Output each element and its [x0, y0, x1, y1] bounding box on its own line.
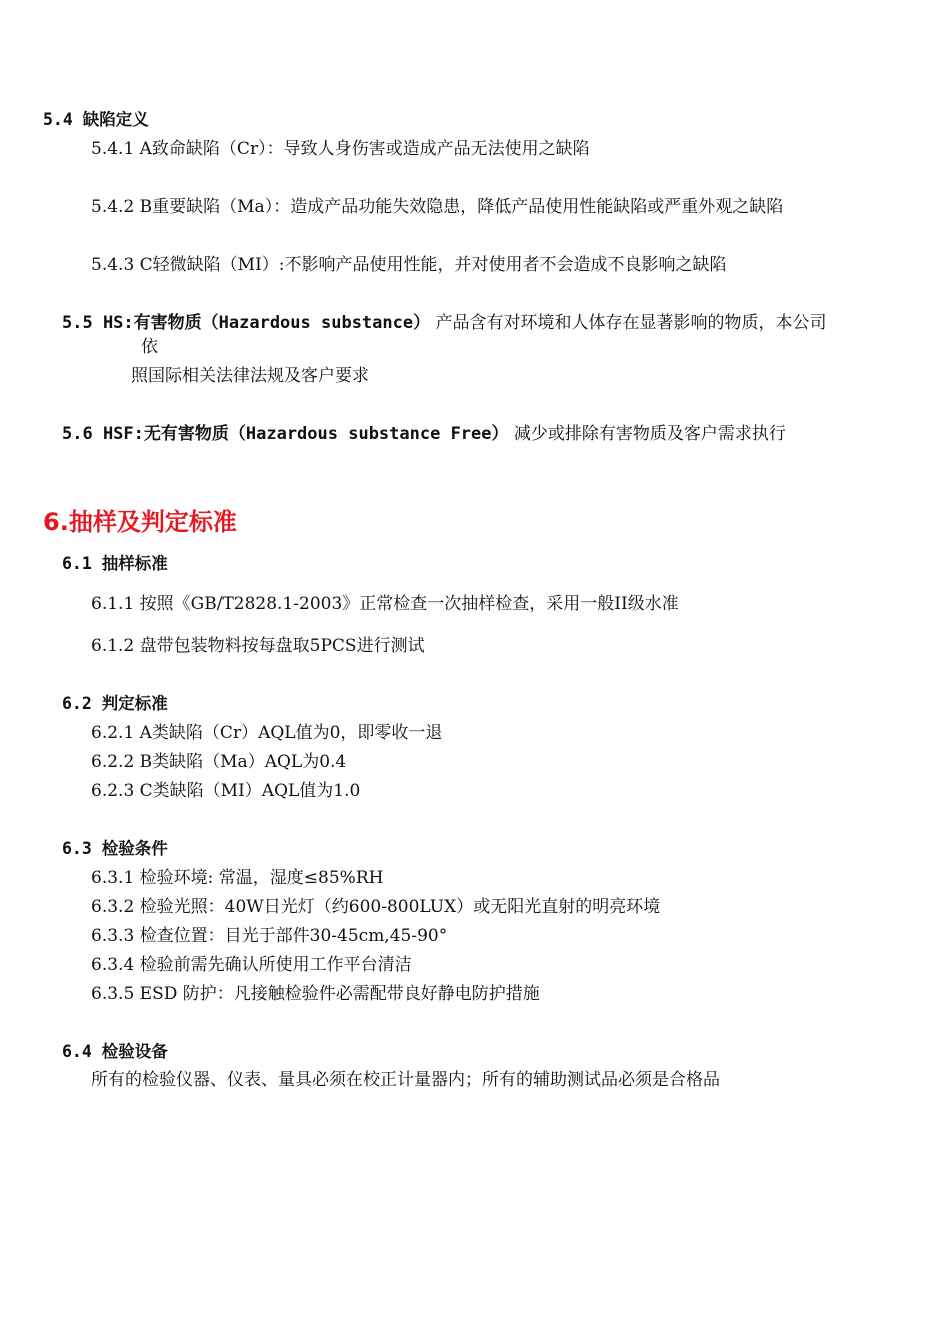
item-6-2-3: 6.2.3 C类缺陷（MI）AQL值为1.0 [91, 781, 361, 801]
text-6-4: 所有的检验仪器、仪表、量具必须在校正计量器内；所有的辅助测试品必须是合格品 [91, 1070, 720, 1090]
item-5-4-2: 5.4.2 B重要缺陷（Ma）：造成产品功能失效隐患，降低产品使用性能缺陷或严重外观之缺陷 [91, 197, 784, 217]
heading-6-3: 6.3 检验条件 [62, 839, 168, 858]
item-6-2-1: 6.2.1 A类缺陷（Cr）AQL值为0，即零收一退 [91, 723, 443, 743]
text-5-5-line1: 产品含有对环境和人体存在显著影响的物质，本公司 [430, 313, 827, 333]
item-6-2-2: 6.2.2 B类缺陷（Ma）AQL为0.4 [91, 752, 347, 772]
para-5-6 [62, 423, 786, 445]
label-5-6: 5.6 HSF:无有害物质（Hazardous substance Free） [62, 424, 509, 444]
item-6-1-1: 6.1.1 按照《GB/T2828.1-2003》正常检查一次抽样检查，采用一般II级水准 [91, 594, 679, 614]
section-6-title: 6.抽样及判定标准 [43, 508, 237, 536]
heading-5-4: 5.4 缺陷定义 [43, 110, 149, 129]
item-5-4-3: 5.4.3 C轻微缺陷（MI）:不影响产品使用性能，并对使用者不会造成不良影响之缺陷 [91, 255, 727, 275]
heading-6-2: 6.2 判定标准 [62, 694, 168, 713]
item-6-1-2: 6.1.2 盘带包装物料按每盘取5PCS进行测试 [91, 636, 425, 656]
item-6-3-5: 6.3.5 ESD 防护：凡接触检验件必需配带良好静电防护措施 [91, 984, 540, 1004]
heading-6-1: 6.1 抽样标准 [62, 554, 168, 573]
item-6-3-3: 6.3.3 检查位置：目光于部件30-45cm,45-90° [91, 926, 448, 946]
label-5-5: 5.5 HS:有害物质（Hazardous substance） [62, 313, 431, 333]
item-6-3-1: 6.3.1 检验环境: 常温，湿度≤85%RH [91, 868, 384, 888]
text-5-5-line2: 依 [141, 337, 158, 357]
text-5-6: 减少或排除有害物质及客户需求执行 [508, 424, 786, 444]
item-6-3-4: 6.3.4 检验前需先确认所使用工作平台清洁 [91, 955, 412, 975]
item-6-3-2: 6.3.2 检验光照：40W日光灯（约600-800LUX）或无阳光直射的明亮环境 [91, 897, 661, 917]
heading-6-4: 6.4 检验设备 [62, 1042, 168, 1061]
para-5-5 [62, 312, 827, 334]
text-5-5-line3: 照国际相关法律法规及客户要求 [131, 366, 369, 386]
item-5-4-1: 5.4.1 A致命缺陷（Cr）：导致人身伤害或造成产品无法使用之缺陷 [91, 139, 590, 159]
